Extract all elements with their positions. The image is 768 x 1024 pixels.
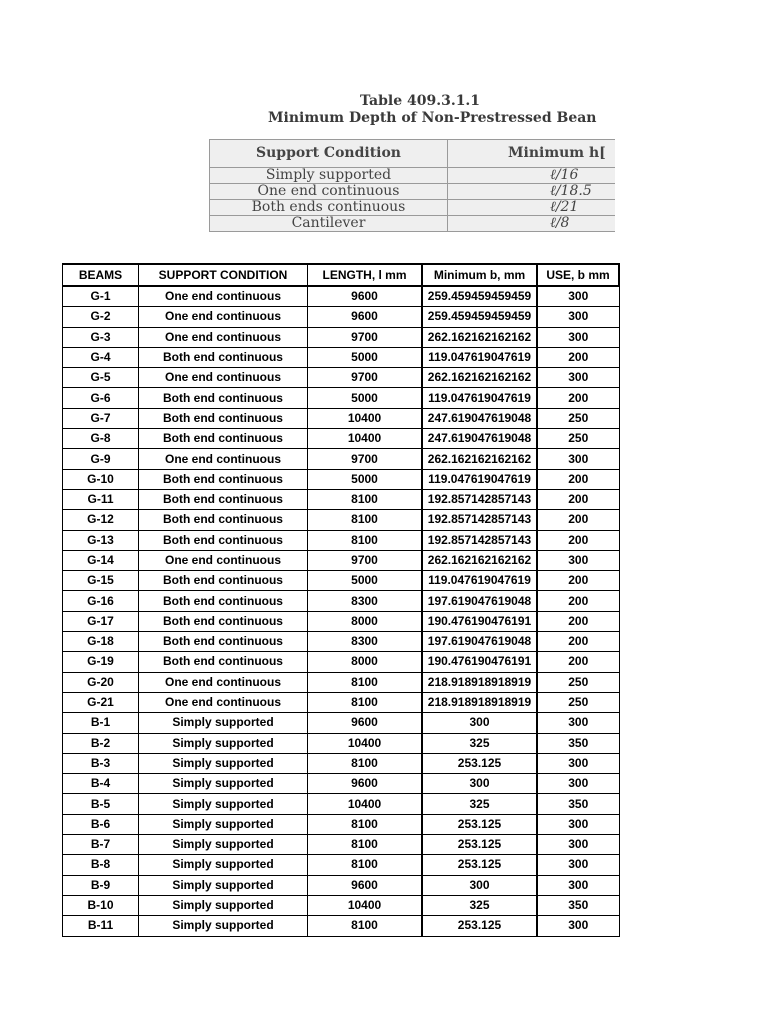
- beam-id-cell: G-7: [63, 408, 139, 428]
- length-cell: 8000: [308, 652, 423, 672]
- minimum-b-cell: 218.918918918919: [422, 672, 537, 692]
- minimum-b-cell: 325: [422, 895, 537, 915]
- minimum-b-cell: 192.857142857143: [422, 510, 537, 530]
- minimum-b-cell: 325: [422, 794, 537, 814]
- support-condition-cell: Both end continuous: [139, 530, 308, 550]
- support-condition-cell: Both end continuous: [139, 652, 308, 672]
- use-b-cell: 200: [537, 530, 619, 550]
- length-cell: 9700: [308, 368, 423, 388]
- use-b-cell: 300: [537, 713, 619, 733]
- table-row: [63, 733, 620, 753]
- minimum-b-cell: 119.047619047619: [422, 571, 537, 591]
- use-b-cell: 300: [537, 916, 619, 936]
- table-row: [63, 835, 620, 855]
- use-b-cell: 350: [537, 733, 619, 753]
- use-b-cell: 300: [537, 449, 619, 469]
- table-row: [63, 571, 620, 591]
- length-cell: 10400: [308, 895, 423, 915]
- table-row: [63, 530, 620, 550]
- table-row: [63, 672, 620, 692]
- beam-id-cell: B-11: [63, 916, 139, 936]
- beam-id-cell: G-19: [63, 652, 139, 672]
- use-b-cell: 200: [537, 347, 619, 367]
- beam-id-cell: B-5: [63, 794, 139, 814]
- use-b-cell: 300: [537, 368, 619, 388]
- table-row: [63, 449, 620, 469]
- reference-minimum-h: ℓ/8: [448, 216, 616, 232]
- table-row: [63, 429, 620, 449]
- length-cell: 8300: [308, 591, 423, 611]
- reference-support-condition: One end continuous: [210, 184, 448, 200]
- beam-id-cell: B-7: [63, 835, 139, 855]
- support-condition-cell: Simply supported: [139, 875, 308, 895]
- minimum-b-cell: 253.125: [422, 835, 537, 855]
- beam-id-cell: B-9: [63, 875, 139, 895]
- reference-minimum-h: ℓ/18.5: [448, 184, 616, 200]
- length-cell: 9600: [308, 774, 423, 794]
- table-row: [63, 916, 620, 936]
- use-b-cell: 250: [537, 408, 619, 428]
- minimum-b-cell: 190.476190476191: [422, 652, 537, 672]
- table-row: [63, 855, 620, 875]
- table-row: [63, 286, 620, 307]
- use-b-cell: 200: [537, 388, 619, 408]
- table-row: [63, 469, 620, 489]
- beam-id-cell: G-13: [63, 530, 139, 550]
- support-condition-cell: Simply supported: [139, 835, 308, 855]
- reference-table-number: Table 409.3.1.1: [359, 93, 481, 109]
- reference-header-minimum-h: Minimum h[: [448, 140, 616, 168]
- support-condition-cell: Both end continuous: [139, 591, 308, 611]
- support-condition-cell: One end continuous: [139, 307, 308, 327]
- beam-id-cell: G-15: [63, 571, 139, 591]
- minimum-b-cell: 262.162162162162: [422, 368, 537, 388]
- header-length: LENGTH, l mm: [308, 264, 423, 286]
- support-condition-cell: Both end continuous: [139, 510, 308, 530]
- minimum-b-cell: 259.459459459459: [422, 307, 537, 327]
- beam-id-cell: G-9: [63, 449, 139, 469]
- minimum-b-cell: 259.459459459459: [422, 286, 537, 307]
- length-cell: 10400: [308, 408, 423, 428]
- table-row: [63, 347, 620, 367]
- support-condition-cell: Simply supported: [139, 895, 308, 915]
- table-row: [63, 632, 620, 652]
- table-row: [63, 307, 620, 327]
- length-cell: 5000: [308, 347, 423, 367]
- length-cell: 9600: [308, 875, 423, 895]
- beam-id-cell: G-12: [63, 510, 139, 530]
- table-row: [63, 895, 620, 915]
- use-b-cell: 250: [537, 692, 619, 712]
- support-condition-cell: One end continuous: [139, 672, 308, 692]
- table-row: [63, 550, 620, 570]
- table-row: [63, 368, 620, 388]
- use-b-cell: 350: [537, 895, 619, 915]
- minimum-b-cell: 218.918918918919: [422, 692, 537, 712]
- length-cell: 10400: [308, 733, 423, 753]
- use-b-cell: 300: [537, 774, 619, 794]
- beam-id-cell: B-8: [63, 855, 139, 875]
- support-condition-cell: Simply supported: [139, 794, 308, 814]
- length-cell: 8100: [308, 916, 423, 936]
- length-cell: 9700: [308, 550, 423, 570]
- beam-id-cell: G-2: [63, 307, 139, 327]
- beam-id-cell: B-6: [63, 814, 139, 834]
- use-b-cell: 200: [537, 611, 619, 631]
- use-b-cell: 300: [537, 327, 619, 347]
- minimum-b-cell: 253.125: [422, 855, 537, 875]
- use-b-cell: 200: [537, 652, 619, 672]
- use-b-cell: 200: [537, 510, 619, 530]
- length-cell: 9700: [308, 327, 423, 347]
- minimum-b-cell: 119.047619047619: [422, 347, 537, 367]
- minimum-b-cell: 262.162162162162: [422, 550, 537, 570]
- support-condition-cell: One end continuous: [139, 550, 308, 570]
- use-b-cell: 250: [537, 672, 619, 692]
- beam-id-cell: G-20: [63, 672, 139, 692]
- reference-row: [210, 200, 616, 216]
- minimum-b-cell: 300: [422, 774, 537, 794]
- reference-support-condition: Cantilever: [210, 216, 448, 232]
- beam-id-cell: G-3: [63, 327, 139, 347]
- use-b-cell: 200: [537, 489, 619, 509]
- use-b-cell: 200: [537, 591, 619, 611]
- table-row: [63, 875, 620, 895]
- minimum-b-cell: 253.125: [422, 916, 537, 936]
- support-condition-cell: Both end continuous: [139, 571, 308, 591]
- minimum-b-cell: 247.619047619048: [422, 408, 537, 428]
- reference-table-title: Minimum Depth of Non-Prestressed Bean: [268, 110, 597, 126]
- table-row: [63, 652, 620, 672]
- length-cell: 5000: [308, 388, 423, 408]
- reference-table-image: [209, 139, 615, 232]
- minimum-b-cell: 300: [422, 875, 537, 895]
- use-b-cell: 300: [537, 307, 619, 327]
- table-row: [63, 753, 620, 773]
- length-cell: 9600: [308, 713, 423, 733]
- minimum-b-cell: 253.125: [422, 814, 537, 834]
- beam-id-cell: G-1: [63, 286, 139, 307]
- beam-id-cell: G-4: [63, 347, 139, 367]
- table-row: [63, 591, 620, 611]
- support-condition-cell: Simply supported: [139, 733, 308, 753]
- table-row: [63, 774, 620, 794]
- use-b-cell: 200: [537, 632, 619, 652]
- use-b-cell: 300: [537, 753, 619, 773]
- support-condition-cell: Simply supported: [139, 916, 308, 936]
- reference-row: [210, 184, 616, 200]
- table-row: [63, 611, 620, 631]
- minimum-b-cell: 247.619047619048: [422, 429, 537, 449]
- table-row: [63, 794, 620, 814]
- beams-table: [62, 263, 620, 937]
- support-condition-cell: Both end continuous: [139, 489, 308, 509]
- length-cell: 8100: [308, 814, 423, 834]
- support-condition-cell: Both end continuous: [139, 347, 308, 367]
- reference-header-support: Support Condition: [210, 140, 448, 168]
- support-condition-cell: Both end continuous: [139, 632, 308, 652]
- length-cell: 8100: [308, 489, 423, 509]
- support-condition-cell: Both end continuous: [139, 611, 308, 631]
- support-condition-cell: One end continuous: [139, 286, 308, 307]
- reference-table: [209, 139, 615, 232]
- reference-row: [210, 216, 616, 232]
- use-b-cell: 250: [537, 429, 619, 449]
- minimum-b-cell: 197.619047619048: [422, 632, 537, 652]
- beam-id-cell: G-6: [63, 388, 139, 408]
- length-cell: 8100: [308, 753, 423, 773]
- length-cell: 8100: [308, 835, 423, 855]
- length-cell: 5000: [308, 469, 423, 489]
- length-cell: 8300: [308, 632, 423, 652]
- beam-id-cell: B-2: [63, 733, 139, 753]
- header-use-b: USE, b mm: [537, 264, 619, 286]
- header-minimum-b: Minimum b, mm: [422, 264, 537, 286]
- beam-id-cell: G-14: [63, 550, 139, 570]
- length-cell: 8100: [308, 672, 423, 692]
- table-row: [63, 713, 620, 733]
- length-cell: 10400: [308, 794, 423, 814]
- use-b-cell: 350: [537, 794, 619, 814]
- use-b-cell: 300: [537, 835, 619, 855]
- beam-id-cell: G-21: [63, 692, 139, 712]
- beam-id-cell: B-1: [63, 713, 139, 733]
- length-cell: 8000: [308, 611, 423, 631]
- length-cell: 9700: [308, 449, 423, 469]
- support-condition-cell: Both end continuous: [139, 429, 308, 449]
- support-condition-cell: One end continuous: [139, 368, 308, 388]
- support-condition-cell: Both end continuous: [139, 388, 308, 408]
- length-cell: 8100: [308, 855, 423, 875]
- minimum-b-cell: 197.619047619048: [422, 591, 537, 611]
- length-cell: 8100: [308, 692, 423, 712]
- use-b-cell: 300: [537, 814, 619, 834]
- reference-minimum-h: ℓ/16: [448, 168, 616, 184]
- use-b-cell: 300: [537, 550, 619, 570]
- length-cell: 9600: [308, 286, 423, 307]
- length-cell: 9600: [308, 307, 423, 327]
- table-row: [63, 408, 620, 428]
- beam-id-cell: G-10: [63, 469, 139, 489]
- length-cell: 8100: [308, 530, 423, 550]
- header-beams: BEAMS: [63, 264, 139, 286]
- minimum-b-cell: 253.125: [422, 753, 537, 773]
- use-b-cell: 200: [537, 571, 619, 591]
- use-b-cell: 300: [537, 875, 619, 895]
- beam-id-cell: B-4: [63, 774, 139, 794]
- reference-support-condition: Both ends continuous: [210, 200, 448, 216]
- reference-minimum-h: ℓ/21: [448, 200, 616, 216]
- support-condition-cell: Simply supported: [139, 753, 308, 773]
- minimum-b-cell: 190.476190476191: [422, 611, 537, 631]
- beam-id-cell: G-16: [63, 591, 139, 611]
- beam-id-cell: G-17: [63, 611, 139, 631]
- support-condition-cell: Both end continuous: [139, 469, 308, 489]
- header-support-condition: SUPPORT CONDITION: [139, 264, 308, 286]
- minimum-b-cell: 192.857142857143: [422, 530, 537, 550]
- table-row: [63, 388, 620, 408]
- support-condition-cell: Both end continuous: [139, 408, 308, 428]
- length-cell: 10400: [308, 429, 423, 449]
- support-condition-cell: Simply supported: [139, 855, 308, 875]
- length-cell: 8100: [308, 510, 423, 530]
- reference-support-condition: Simply supported: [210, 168, 448, 184]
- use-b-cell: 200: [537, 469, 619, 489]
- support-condition-cell: Simply supported: [139, 713, 308, 733]
- minimum-b-cell: 119.047619047619: [422, 469, 537, 489]
- table-row: [63, 814, 620, 834]
- beam-id-cell: G-8: [63, 429, 139, 449]
- beam-id-cell: G-11: [63, 489, 139, 509]
- table-row: [63, 327, 620, 347]
- minimum-b-cell: 325: [422, 733, 537, 753]
- beams-header-row: [63, 264, 620, 286]
- use-b-cell: 300: [537, 855, 619, 875]
- minimum-b-cell: 192.857142857143: [422, 489, 537, 509]
- support-condition-cell: One end continuous: [139, 449, 308, 469]
- beam-id-cell: B-3: [63, 753, 139, 773]
- beam-id-cell: G-5: [63, 368, 139, 388]
- minimum-b-cell: 262.162162162162: [422, 449, 537, 469]
- table-row: [63, 510, 620, 530]
- table-row: [63, 489, 620, 509]
- support-condition-cell: Simply supported: [139, 814, 308, 834]
- reference-row: [210, 168, 616, 184]
- length-cell: 5000: [308, 571, 423, 591]
- support-condition-cell: Simply supported: [139, 774, 308, 794]
- use-b-cell: 300: [537, 286, 619, 307]
- beam-id-cell: G-18: [63, 632, 139, 652]
- minimum-b-cell: 300: [422, 713, 537, 733]
- table-row: [63, 692, 620, 712]
- minimum-b-cell: 119.047619047619: [422, 388, 537, 408]
- support-condition-cell: One end continuous: [139, 692, 308, 712]
- beam-id-cell: B-10: [63, 895, 139, 915]
- support-condition-cell: One end continuous: [139, 327, 308, 347]
- minimum-b-cell: 262.162162162162: [422, 327, 537, 347]
